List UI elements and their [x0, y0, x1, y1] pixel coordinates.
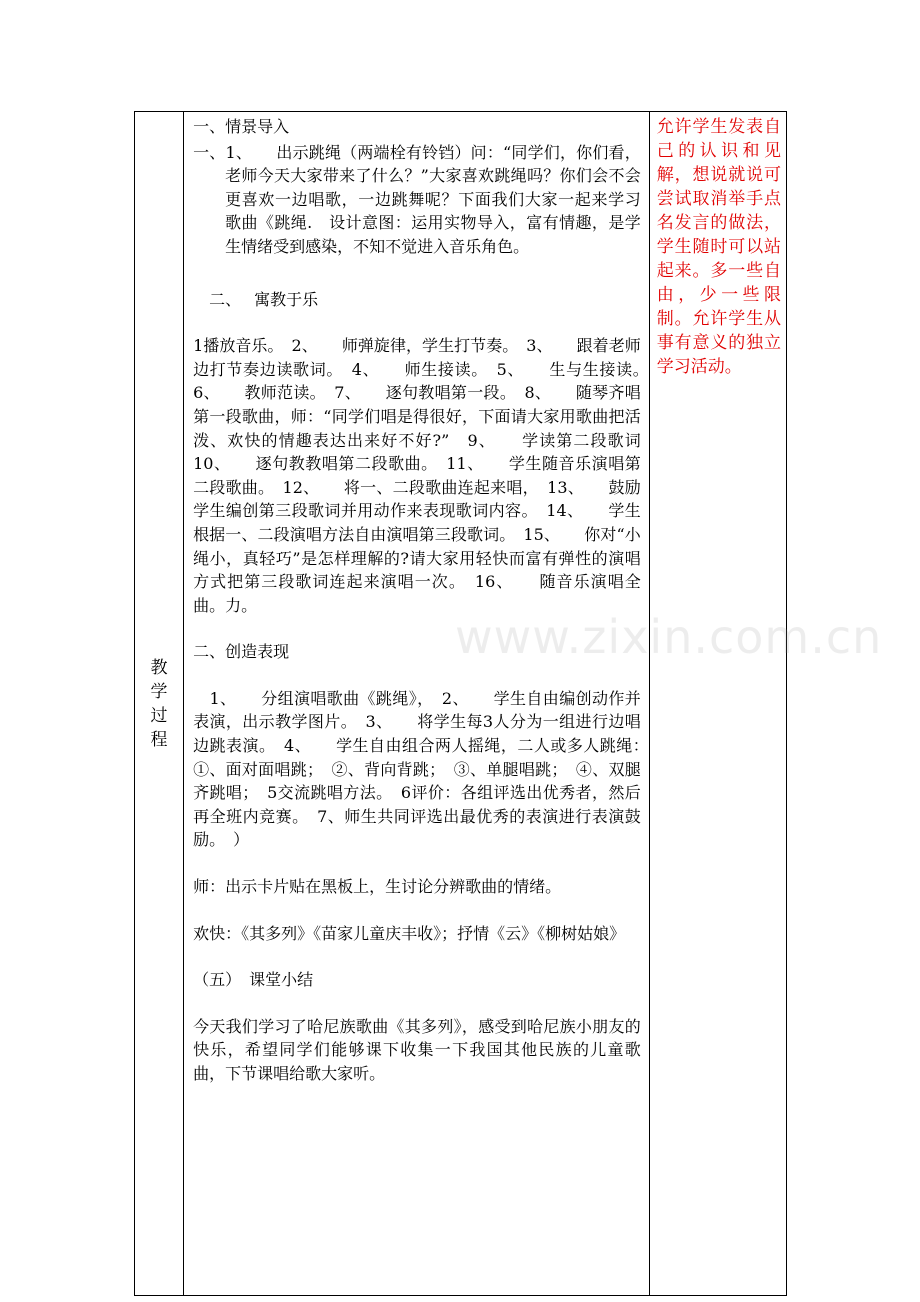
paragraph-summary: 今天我们学习了哈尼族歌曲《其多列》，感受到哈尼族小朋友的快乐，希望同学们能够课下收集一下我国其他民族的儿童歌曲，下节课唱给歌大家听。 [193, 1016, 641, 1083]
heading-creative-performance: 二、创造表现 [193, 642, 290, 662]
paragraph-performance-steps: 1、 分组演唱歌曲《跳绳》， 2、 学生自由编创动作并表演，出示教学图片。 3、 将学生每3人分为一组进行边唱边跳表演。 4、 学生自由组合两人摇绳，二人或多人跳绳： ①、面对面唱跳； ②、背向背跳； ③、单腿唱跳； ④、双腿齐跳唱； 5交流跳唱方法。 6评价：各组评选出优秀者，然后再全班内竞赛。 7、师生共同评选出最优秀的表演进行表演鼓励。 ） [193, 688, 657, 850]
heading-lesson-summary: （五） 课堂小结 [193, 970, 314, 990]
paragraph-intro-activity: 一、1、 出示跳绳（两端栓有铃铛）问：“同学们，你们看，老师今天大家带来了什么？”大家喜欢跳绳吗？你们会不会更喜欢一边唱歌，一边跳舞呢？下面我们大家一起来学习歌曲《跳绳. 设计意图：运用实物导入，富有情趣，是学生情绪受到感染，不知不觉进入音乐角色。 [193, 142, 641, 256]
paragraph-singing-steps: 1播放音乐。 2、 师弹旋律，学生打节奏。 3、 跟着老师边打节奏边读歌词。 4、 师生接读。 5、 生与生接读。 6、 教师范读。 7、 逐句教唱第一段。 8、 随琴齐唱第一段歌曲，师：“同学们唱是得很好，下面请大家用歌曲把活泼、欢快的情趣表达出来好不好?” 9、 学读第二段歌词 10、 逐句教教唱第二段歌曲。 11、 学生随音乐演唱第二段歌曲。 12、 将一、二段歌曲连起来唱， 13、 鼓励学生编创第三段歌词并用动作来表现歌词内容。 14、 学生根据一、二段演唱方法自由演唱第三段歌词。 15、 你对“小绳小，真轻巧”是怎样理解的?请大家用轻快而富有弹性的演唱方式把第三段歌词连起来演唱一次。 16、 随音乐演唱全曲。力。 [193, 336, 657, 615]
heading-situation-intro: 一、情景导入 [193, 117, 290, 136]
section-label-cell [135, 112, 184, 1296]
paragraph-song-moods: 欢快：《其多列》《苗家儿童庆丰收》；抒情《云》《柳树姑娘》 [193, 923, 626, 943]
design-note-cell [649, 112, 786, 1296]
section-label: 教学过程 [150, 657, 168, 750]
main-content-cell [184, 112, 657, 1296]
watermark: www.zixin.com.cn [455, 610, 883, 664]
paragraph-card-discussion: 师：出示卡片贴在黑板上，生讨论分辨歌曲的情绪。 [193, 877, 562, 897]
lesson-plan-table [134, 111, 787, 1296]
design-note-text: 允许学生发表自己的认识和见解，想说就说可尝试取消举手点名发言的做法，学生随时可以站起来。多一些自由，少一些限制。允许学生从事有意义的独立学习活动。 [656, 117, 781, 377]
heading-learning-through-fun: 二、 寓教于乐 [193, 289, 319, 309]
teaching-process-row [135, 112, 787, 1296]
